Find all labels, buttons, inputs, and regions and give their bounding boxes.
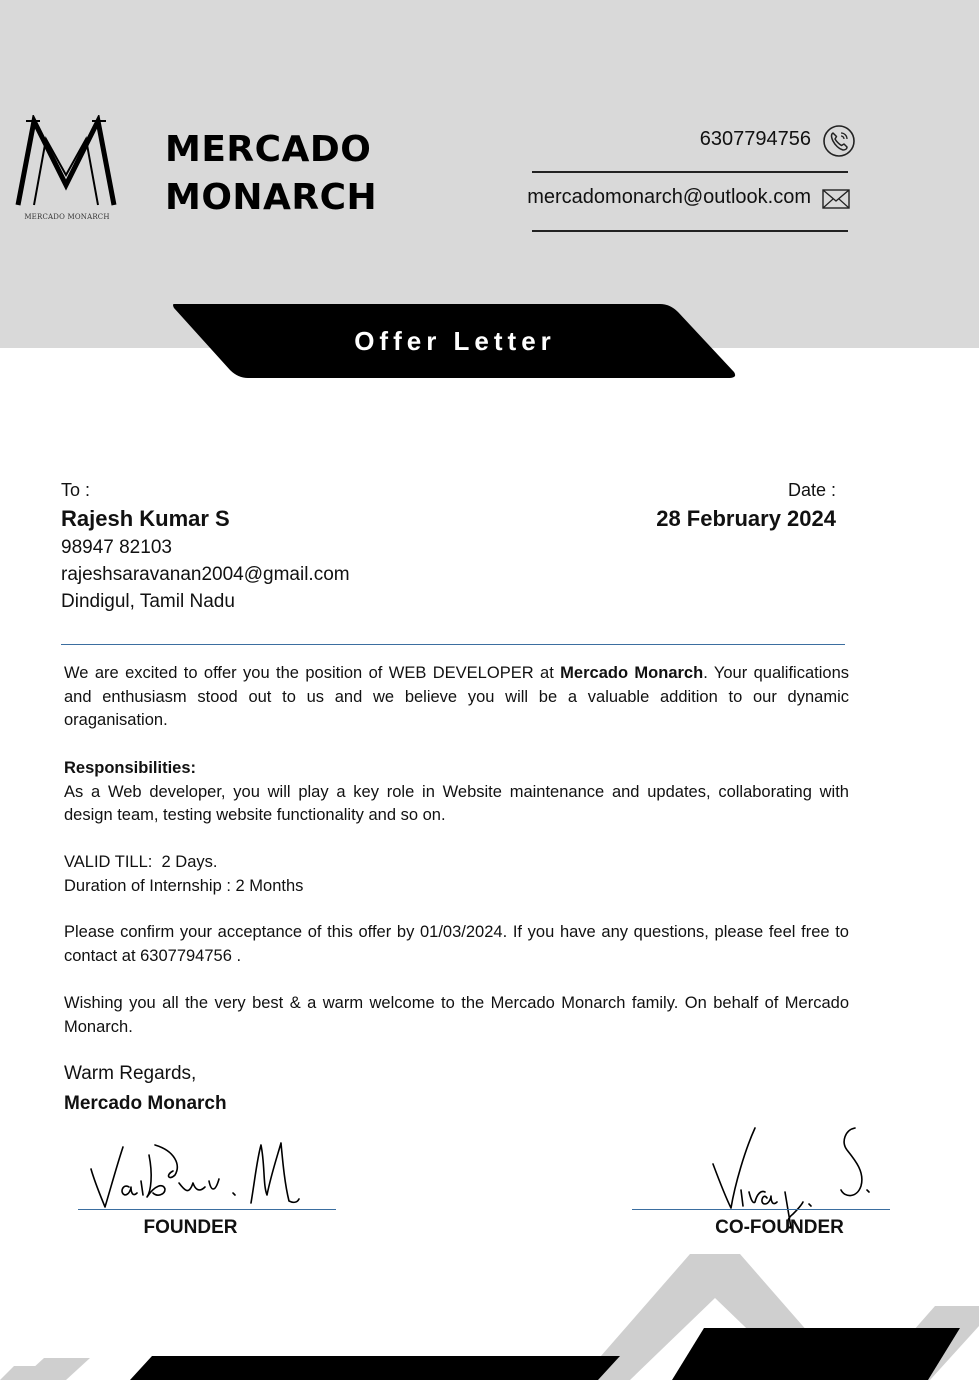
welcome-paragraph: Wishing you all the very best & a warm welcome to the Mercado Monarch family. On behalf of Mercado Monarch. [64,994,849,1036]
banner-title: Offer Letter [354,326,556,356]
intro-paragraph [64,662,849,733]
company-name-line1: MERCADO [165,129,372,170]
intro-text-start: We are excited to offer you the position of WEB DEVELOPER at [64,664,561,682]
contact-email: mercadomonarch@outlook.com [527,186,811,208]
recipient-phone: 98947 82103 [61,537,172,558]
founder-role: FOUNDER [143,1217,238,1238]
intro-company: Mercado Monarch [560,664,704,682]
responsibilities-section [64,757,849,828]
cofounder-role: CO-FOUNDER [715,1217,844,1238]
cofounder-signature [705,1120,885,1230]
cofounder-signature-line [632,1209,890,1210]
valid-till: VALID TILL: 2 Days. [64,853,218,871]
footer-decoration [0,1250,979,1380]
confirm-paragraph: Please confirm your acceptance of this offer by 01/03/2024. If you have any questions, please feel free to contact at 6307794756 . [64,923,849,965]
company-name [165,126,377,222]
to-label: To : [61,480,91,500]
closing-regards: Warm Regards, [64,1063,197,1084]
intro-text-end: . Your qualifications and enthusiasm stood out to us and we believe you will be a valuable addition to our dynamic oraganisation. [64,664,849,729]
responsibilities-heading: Responsibilities: [64,759,197,777]
logo-caption: MERCADO MONARCH [24,213,110,221]
recipient-email: rajeshsaravanan2004@gmail.com [61,564,350,585]
section-divider [61,644,845,645]
responsibilities-text: As a Web developer, you will play a key role in Website maintenance and updates, collaborating with design team, testing website functionality and so on. [64,782,849,824]
contact-phone: 6307794756 [699,128,811,150]
header-rule-email [532,230,848,232]
terms-section [64,851,849,898]
date-label: Date : [787,480,836,500]
recipient-name: Rajesh Kumar S [61,506,230,531]
date-value: 28 February 2024 [656,506,836,531]
internship-duration: Duration of Internship : 2 Months [64,876,304,895]
header-background [0,0,979,348]
founder-signature-line [78,1209,336,1210]
closing-org: Mercado Monarch [64,1093,227,1114]
recipient-location: Dindigul, Tamil Nadu [61,591,235,612]
header-rule-phone [532,171,848,173]
mail-icon [822,189,850,209]
company-name-line2: MONARCH [165,177,378,218]
phone-icon [822,124,856,158]
mm-logo-icon [12,115,126,225]
founder-signature [85,1135,315,1220]
